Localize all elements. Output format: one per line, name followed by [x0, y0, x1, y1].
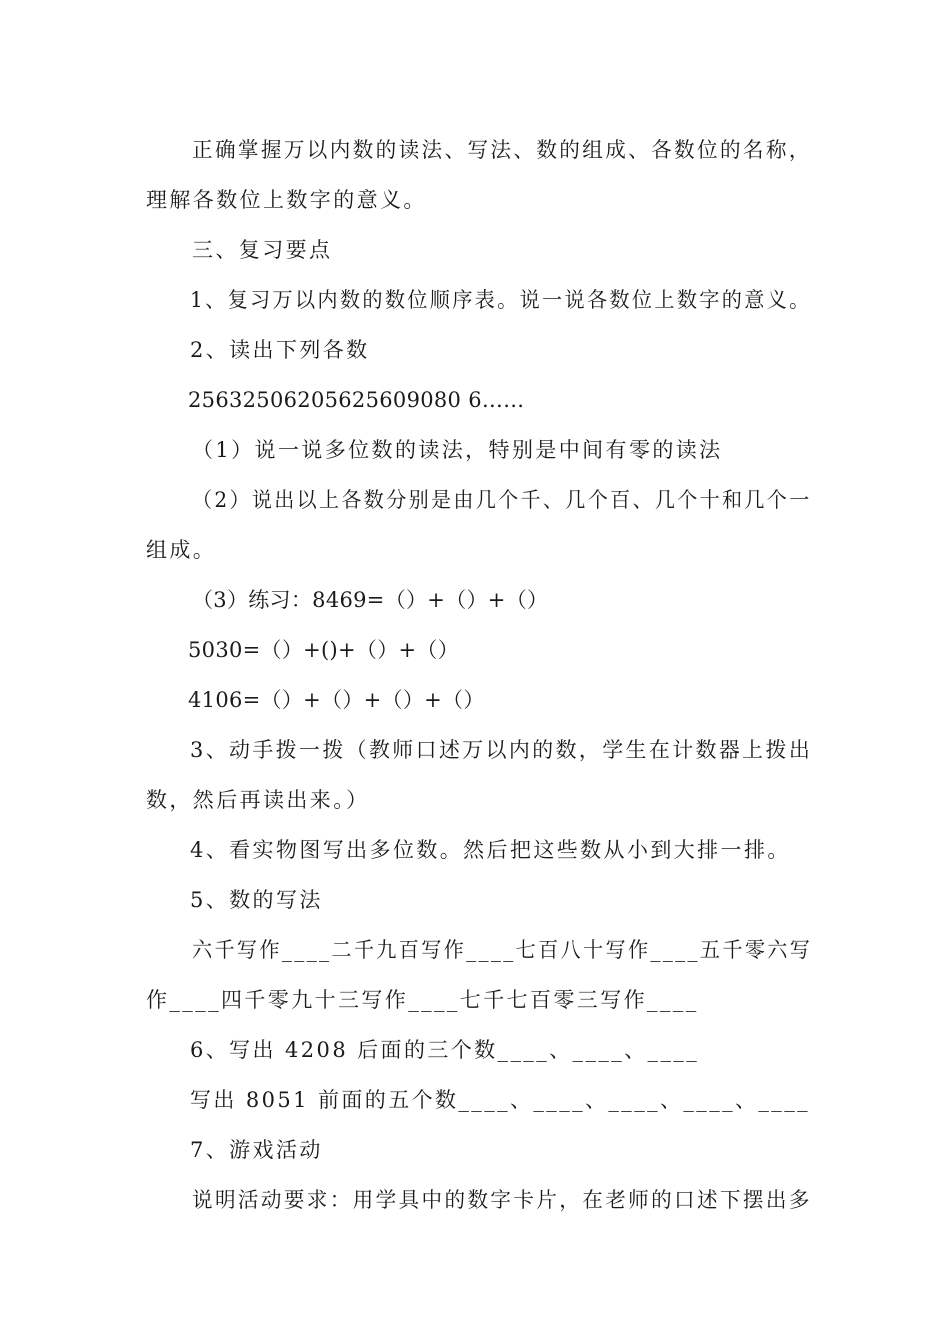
paragraph-line: 说明活动要求：用学具中的数字卡片，在老师的口述下摆出多: [192, 1188, 812, 1212]
paragraph-line: 正确掌握万以内数的读法、写法、数的组成、各数位的名称，: [192, 138, 812, 162]
exercise-line: 5030=（）+()+（）+（）: [188, 638, 460, 662]
paragraph-line: 作____四千零九十三写作____七千七百零三写作____: [146, 988, 699, 1012]
number-sequence: 25632506205625609080 6……: [188, 388, 525, 412]
exercise-line: （3）练习：8469=（）+（）+（）: [192, 588, 549, 612]
paragraph-line: 数，然后再读出来。）: [146, 788, 370, 812]
paragraph-line: 2、读出下列各数: [190, 338, 370, 362]
paragraph-line: （1）说一说多位数的读法，特别是中间有零的读法: [192, 438, 723, 462]
paragraph-line: （2）说出以上各数分别是由几个千、几个百、几个十和几个一: [192, 488, 812, 512]
paragraph-line: 4、看实物图写出多位数。然后把这些数从小到大排一排。: [190, 838, 791, 862]
paragraph-line: 六千写作____二千九百写作____七百八十写作____五千零六写: [192, 938, 813, 962]
paragraph-line: 写出 8051 前面的五个数____、____、____、____、____: [190, 1088, 810, 1112]
paragraph-line: 6、写出 4208 后面的三个数____、____、____: [190, 1038, 700, 1062]
paragraph-line: 3、动手拨一拨（教师口述万以内的数，学生在计数器上拨出: [190, 738, 813, 762]
paragraph-line: 7、游戏活动: [190, 1138, 323, 1162]
paragraph-line: 5、数的写法: [190, 888, 323, 912]
paragraph-line: 1、复习万以内数的数位顺序表。说一说各数位上数字的意义。: [190, 288, 812, 312]
paragraph-line: 理解各数位上数字的意义。: [146, 188, 427, 212]
paragraph-line: 组成。: [146, 538, 217, 562]
section-heading: 三、复习要点: [192, 238, 333, 262]
exercise-line: 4106=（）+（）+（）+（）: [188, 688, 485, 712]
